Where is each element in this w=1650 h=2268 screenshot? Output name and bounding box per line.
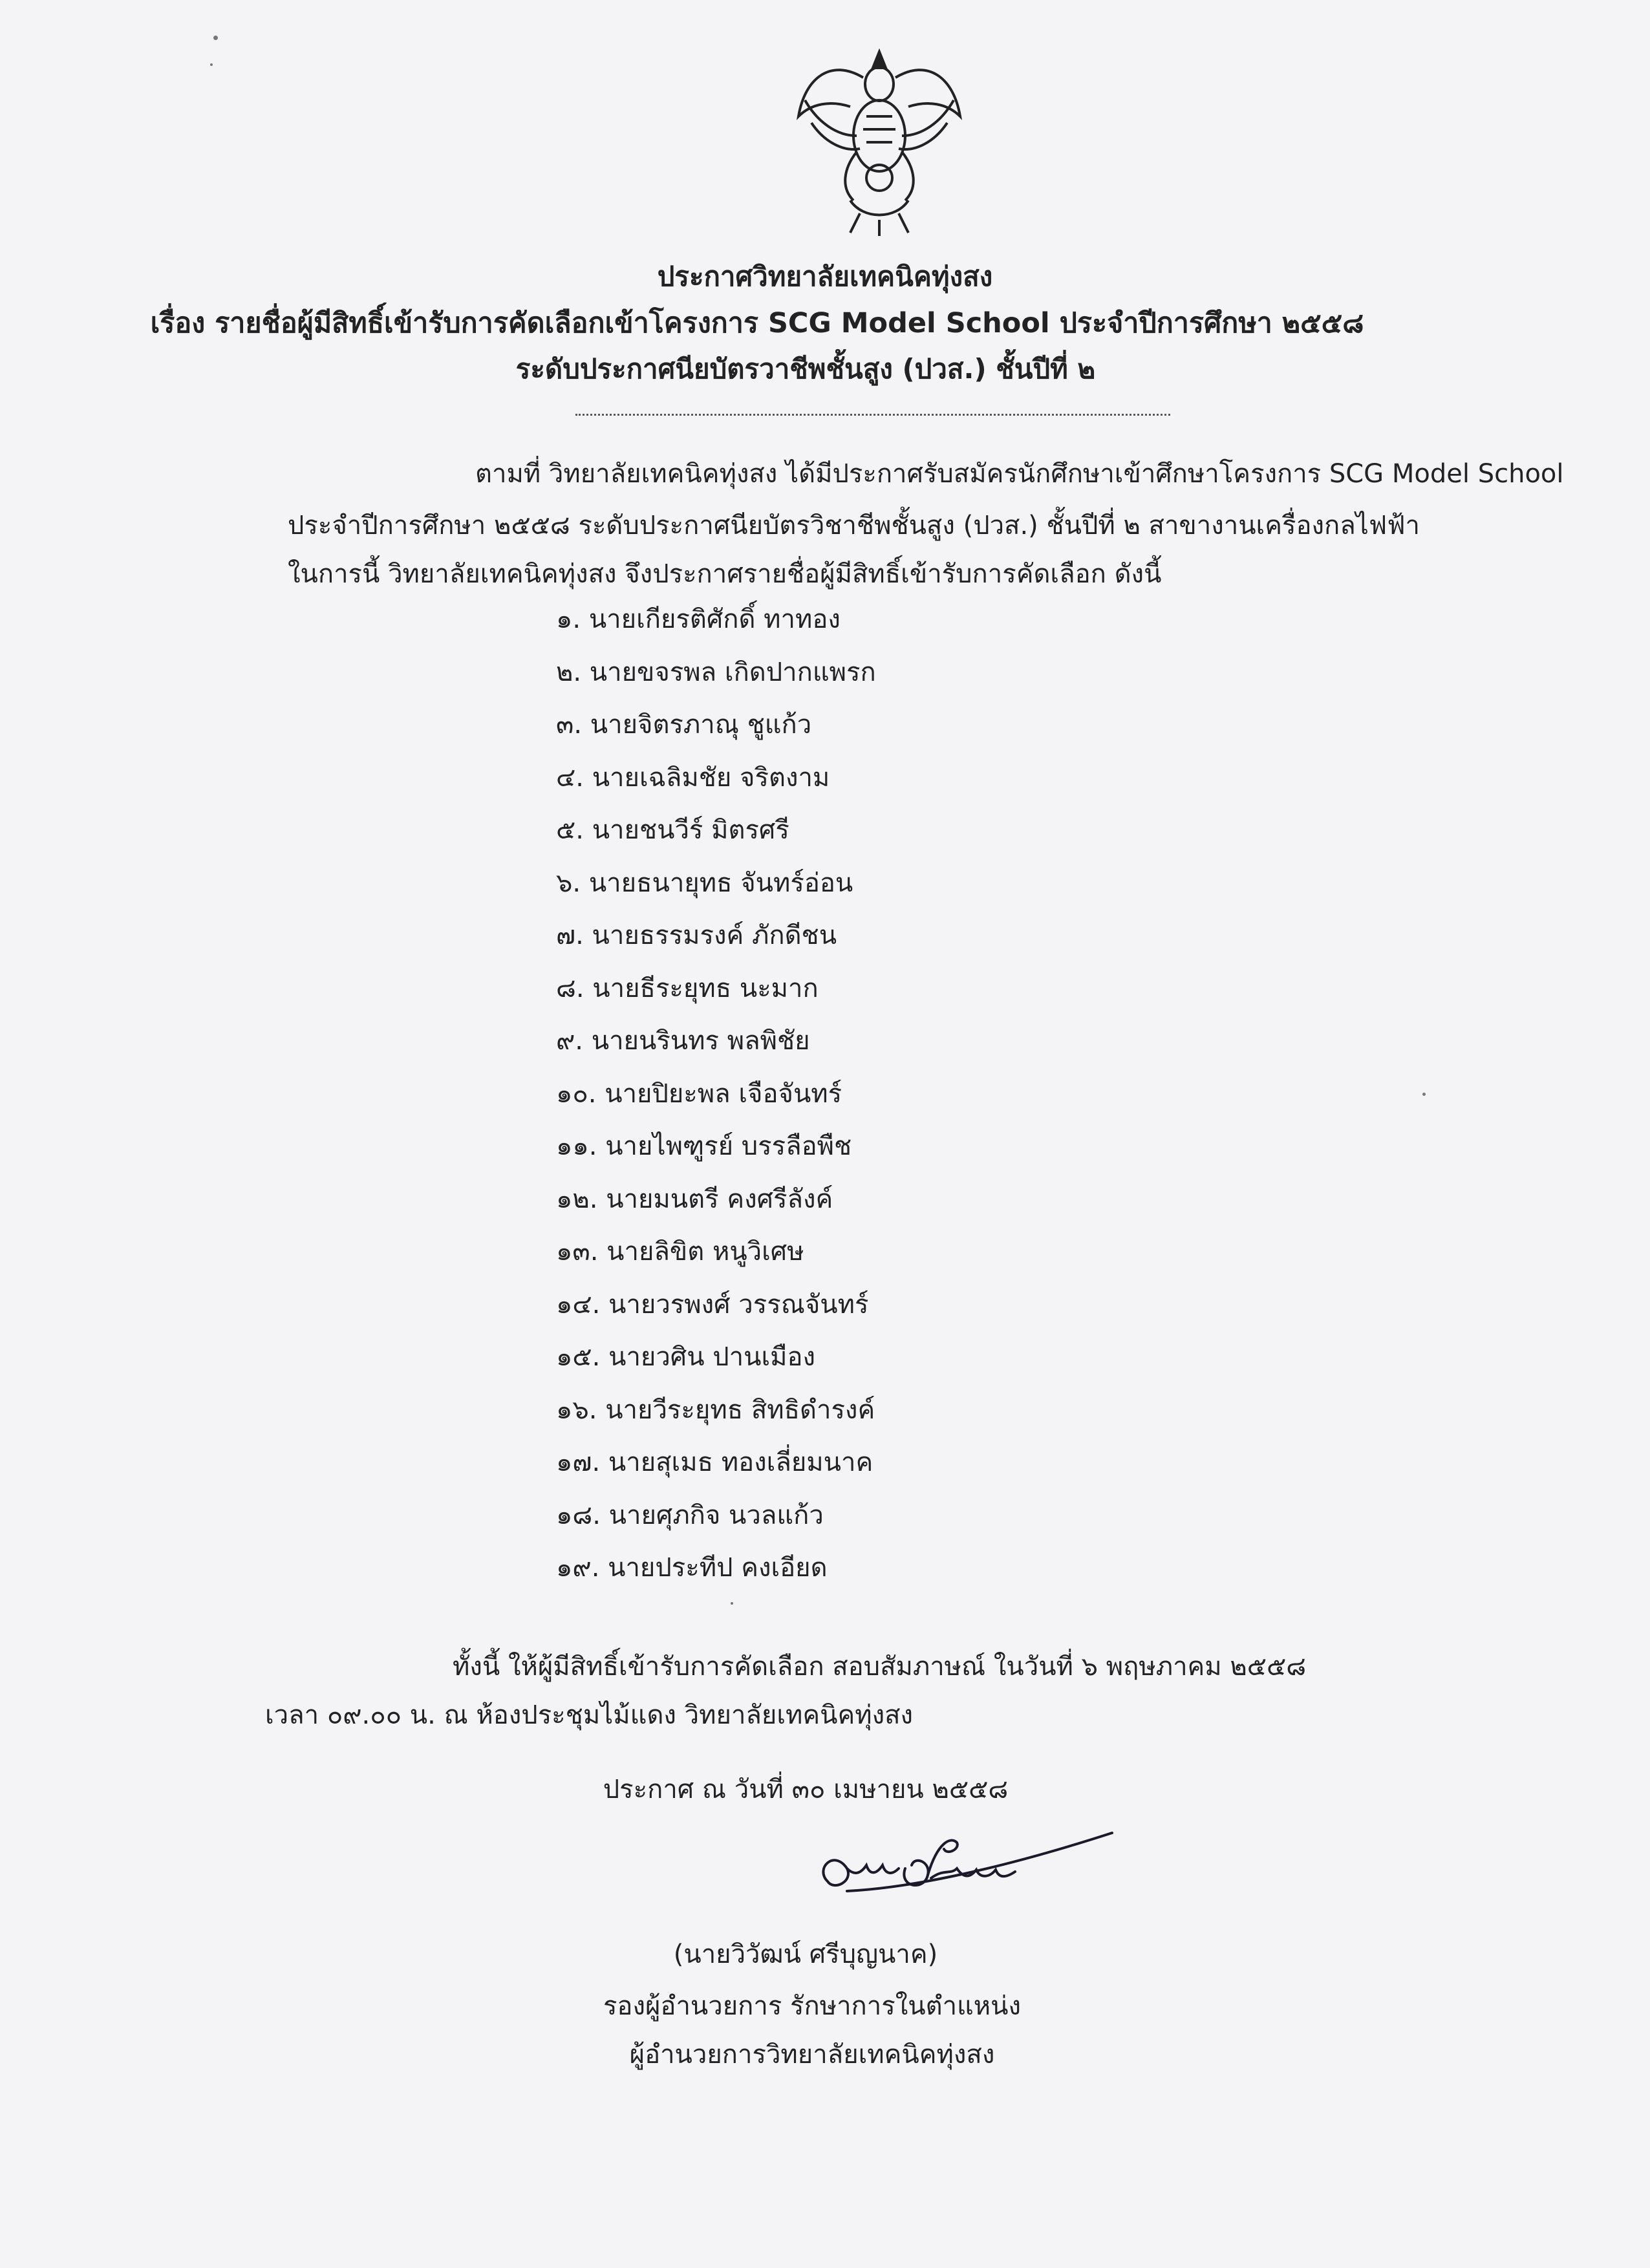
candidate-item: ๔. นายเฉลิมชัย จริตงาม (556, 762, 830, 793)
candidate-item: ๑๘. นายศุภกิจ นวลแก้ว (556, 1500, 824, 1530)
candidate-item: ๑๖. นายวีระยุทธ สิทธิดำรงค์ (556, 1395, 875, 1425)
scan-speck (1422, 1093, 1426, 1096)
candidate-item: ๑. นายเกียรติศักดิ์ ทาทอง (556, 604, 841, 634)
candidate-item: ๑๕. นายวศิน ปานเมือง (556, 1342, 816, 1372)
announcement-level: ระดับประกาศนียบัตรวาชีพชั้นสูง (ปวส.) ชั้นปีที่ ๒ (515, 353, 1096, 385)
announcement-subject: เรื่อง รายชื่อผู้มีสิทธิ์เข้ารับการคัดเลือกเข้าโครงการ SCG Model School ประจำปีการศึกษา ๒๕๕๘ (150, 307, 1364, 339)
signer-position-2: ผู้อำนวยการวิทยาลัยเทคนิคทุ่งสง (629, 2040, 995, 2070)
announcement-date: ประกาศ ณ วันที่ ๓๐ เมษายน ๒๕๕๘ (603, 1775, 1009, 1804)
candidate-item: ๑๓. นายลิขิต หนูวิเศษ (556, 1237, 804, 1267)
candidate-item: ๕. นายชนวีร์ มิตรศรี (556, 815, 789, 845)
candidate-item: ๘. นายธีระยุทธ นะมาก (556, 973, 819, 1003)
intro-line-2: ประจำปีการศึกษา ๒๕๕๘ ระดับประกาศนียบัตรวิชาชีพชั้นสูง (ปวส.) ชั้นปีที่ ๒ สาขางานเครื่องกลไฟฟ้า (288, 511, 1420, 540)
candidate-item: ๗. นายธรรมรงค์ ภักดีชน (556, 921, 837, 950)
scan-speck (731, 1602, 733, 1605)
closing-line-1: ทั้งนี้ ให้ผู้มีสิทธิ์เข้ารับการคัดเลือก สอบสัมภาษณ์ ในวันที่ ๖ พฤษภาคม ๒๕๕๘ (453, 1652, 1307, 1682)
candidate-item: ๑๙. นายประทีป คงเอียด (556, 1553, 828, 1583)
garuda-emblem-icon (786, 39, 973, 239)
candidate-item: ๖. นายธนายุทธ จันทร์อ่อน (556, 868, 853, 898)
candidate-item: ๓. นายจิตรภาณุ ชูแก้ว (556, 710, 812, 740)
candidate-item: ๑๐. นายปิยะพล เจือจันทร์ (556, 1078, 842, 1109)
candidate-item: ๑๒. นายมนตรี คงศรีลังค์ (556, 1184, 833, 1214)
intro-line-3: ในการนี้ วิทยาลัยเทคนิคทุ่งสง จึงประกาศรายชื่อผู้มีสิทธิ์เข้ารับการคัดเลือก ดังนี้ (288, 559, 1162, 589)
dotted-divider (575, 414, 1170, 416)
scan-speck (213, 36, 218, 40)
intro-line-1: ตามที่ วิทยาลัยเทคนิคทุ่งสง ได้มีประกาศรับสมัครนักศึกษาเข้าศึกษาโครงการ SCG Model School (475, 459, 1564, 489)
candidate-item: ๒. นายขจรพล เกิดปากแพรก (556, 657, 876, 687)
scan-speck (210, 63, 213, 66)
candidate-list (556, 598, 876, 1599)
signer-name: (นายวิวัฒน์ ศรีบุญนาค) (673, 1940, 938, 1969)
announcement-title: ประกาศวิทยาลัยเทคนิคทุ่งสง (657, 261, 993, 292)
candidate-item: ๑๑. นายไพฑูรย์ บรรลือพืช (556, 1131, 852, 1161)
signer-position-1: รองผู้อำนวยการ รักษาการในตำแหน่ง (603, 1991, 1022, 2021)
candidate-item: ๑๗. นายสุเมธ ทองเลี่ยมนาค (556, 1448, 873, 1477)
closing-line-2: เวลา ๐๙.๐๐ น. ณ ห้องประชุมไม้แดง วิทยาลัยเทคนิคทุ่งสง (265, 1700, 914, 1730)
candidate-item: ๑๔. นายวรพงศ์ วรรณจันทร์ (556, 1289, 869, 1320)
handwritten-signature-icon (808, 1830, 1119, 1907)
candidate-item: ๙. นายนรินทร พลพิชัย (556, 1026, 810, 1056)
